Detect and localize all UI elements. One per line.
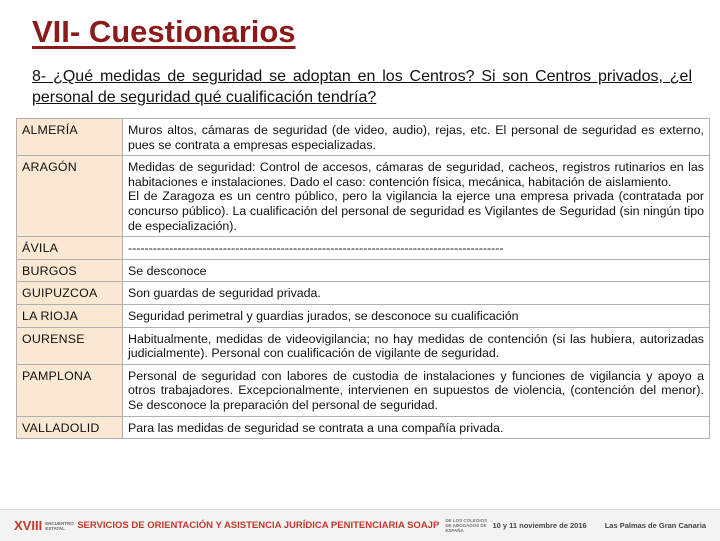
table-row [17,156,710,237]
table-row [17,259,710,282]
question-text: 8- ¿Qué medidas de seguridad se adoptan en los Centros? Si son Centros privados, ¿el personal de seguridad qué cualificación tendría? [32,68,692,106]
event-title: SERVICIOS DE ORIENTACIÓN Y ASISTENCIA JURÍDICA PENITENCIARIA SOAJP [77,520,440,531]
region-cell: VALLADOLID [17,416,123,439]
table-row [17,282,710,305]
answers-table [16,118,710,439]
table-row [17,327,710,364]
region-cell: GUIPUZCOA [17,282,123,305]
table-row [17,416,710,439]
answer-cell: Son guardas de seguridad privada. [123,282,710,305]
table-row [17,304,710,327]
region-cell: LA RIOJA [17,304,123,327]
footer-banner [0,509,720,541]
region-cell: ÁVILA [17,237,123,260]
region-cell: ARAGÓN [17,156,123,237]
answer-cell: Seguridad perimetral y guardias jurados, se desconoce su cualificación [123,304,710,327]
table-row [17,364,710,416]
answer-paragraph: El de Zaragoza es un centro público, pero la vigilancia la ejerce una empresa privada (contratada por concurso público). La cualificación del personal de seguridad es Vigilantes de Seguridad (sin ningún tipo de especialización). [128,189,704,233]
answer-cell [123,156,710,237]
answer-paragraph: Medidas de seguridad: Control de accesos, cámaras de seguridad, cacheos, registros rutinarios en las habitaciones e instalaciones. Dado el caso: contención física, mecánica, habitación de aislamiento. [128,160,704,189]
answer-cell: Muros altos, cámaras de seguridad (de video, audio), rejas, etc. El personal de seguridad es externo, pues se contrata a empresas especializadas. [123,119,710,156]
edition-number: XVIII [14,518,43,533]
event-place: Las Palmas de Gran Canaria [604,521,706,530]
answer-cell: Personal de seguridad con labores de custodia de instalaciones y funciones de vigilancia y apoyo a otros trabajadores. Excepcionalmente, intervienen en supuestos de violencia, (contención del menor). Se desconoce la preparación del personal de seguridad. [123,364,710,416]
answer-cell: Habitualmente, medidas de videovigilancia; no hay medidas de contención (si las hubiera, autorizadas judicialmente). Personal con cualificación de vigilante de seguridad. [123,327,710,364]
answer-cell: Se desconoce [123,259,710,282]
region-cell: OURENSE [17,327,123,364]
answer-cell: Para las medidas de seguridad se contrata a una compañía privada. [123,416,710,439]
region-cell: ALMERÍA [17,119,123,156]
table-row [17,237,710,260]
event-dates: 10 y 11 noviembre de 2016 [492,521,587,530]
organizer-caption: DE LOS COLEGIOS DE ABOGADOS DE ESPAÑA [445,518,488,533]
table-row [17,119,710,156]
edition-caption: ENCUENTRO ESTATAL [45,520,74,531]
page-title: VII- Cuestionarios [32,14,296,49]
region-cell: BURGOS [17,259,123,282]
region-cell: PAMPLONA [17,364,123,416]
answer-cell: ------------------------------------------------------------------------------------------- [123,237,710,260]
